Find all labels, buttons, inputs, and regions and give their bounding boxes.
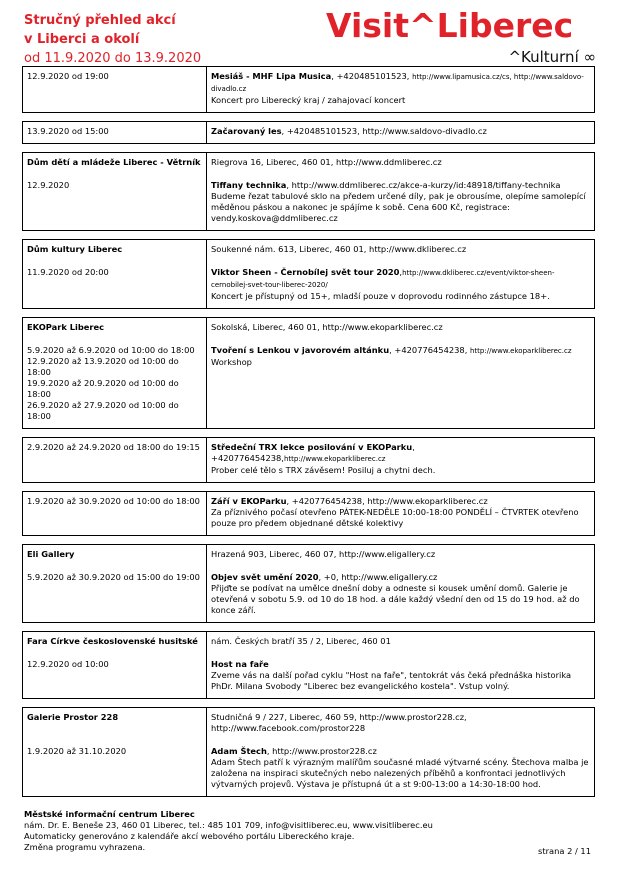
event-url[interactable]: http://www.lipamusica.cz/cs, http://www.saldovo-divadlo.cz [211,73,584,93]
event-date: 12.9.2020 od 10:00 [23,647,207,699]
event-row [23,67,595,113]
event-url[interactable]: http://www.dkliberec.cz/event/viktor-sheen-cernobilej-svet-tour-liberec-2020/ [211,269,555,289]
event-date: 2.9.2020 až 24.9.2020 od 18:00 do 19:15 [23,438,207,483]
event-details [207,438,595,483]
event-details [207,560,595,623]
visitliberec-logo [326,6,598,70]
events-table [22,66,595,797]
title-line-2: v Liberci a okolí [24,32,140,47]
event-details [207,67,595,113]
event-date: 5.9.2020 až 6.9.2020 od 10:00 do 18:00 12.9.2020 až 13.9.2020 od 10:00 do 18:00 19.9.2020 až 20.9.2020 od 10:00 do 18:00 26.9.2020 až 27.9.2020 od 10:00 do 18:00 [23,333,207,429]
event-contact: , +420776454238, http://www.ekoparkliberec.cz [286,496,488,506]
event-title: Host na faře [211,659,269,669]
event-title: Mesiáš - MHF Lipa Musica [211,71,332,81]
event-row [23,734,595,797]
event-contact: , +420776454238, [211,442,415,463]
event-title: Začarovaný les [211,126,282,136]
venue-name: EKOPark Liberec [23,318,207,334]
event-contact: , http://www.ddmliberec.cz/akce-a-kurzy/id:48918/tiffany-technika [286,180,561,190]
event-date: 1.9.2020 až 31.10.2020 [23,734,207,797]
venue-address: nám. Českých bratří 35 / 2, Liberec, 460 01 [207,632,595,648]
row-gap [23,429,595,438]
event-details [207,122,595,144]
event-row [23,122,595,144]
event-contact: , +0, http://www.eligallery.cz [318,572,438,582]
venue-name: Eli Gallery [23,545,207,561]
title-line-1: Stručný přehled akcí [24,13,176,28]
event-row [23,560,595,623]
event-details [207,168,595,231]
event-url[interactable]: http://www.ekoparkliberec.cz [469,347,572,355]
event-contact: , +420485101523, [331,71,413,81]
event-title: Objev svět umění 2020 [211,572,319,582]
event-details [207,647,595,699]
venue-address: Sokolská, Liberec, 460 01, http://www.ekoparkliberec.cz [207,318,595,334]
event-contact: , +420485101523, http://www.saldovo-divadlo.cz [281,126,487,136]
venue-row [23,708,595,735]
event-description: Workshop [211,357,252,367]
event-date: 5.9.2020 až 30.9.2020 od 15:00 do 19:00 [23,560,207,623]
footer-generated: Automaticky generováno z kalendáře akcí webového portálu Libereckého kraje. [24,831,355,841]
footer [24,809,584,853]
venue-name: Fara Církve československé husitské [23,632,207,648]
event-row [23,438,595,483]
row-gap [23,536,595,545]
venue-name: Galerie Prostor 228 [23,708,207,735]
event-contact: , +420776454238, [389,345,470,355]
event-details [207,734,595,797]
venue-row [23,632,595,648]
venue-row [23,545,595,561]
event-row [23,168,595,231]
event-row [23,647,595,699]
row-gap [23,113,595,122]
venue-row [23,240,595,256]
footer-note: Změna programu vyhrazena. [24,842,146,852]
venue-address: Riegrova 16, Liberec, 460 01, http://www.ddmliberec.cz [207,153,595,169]
event-description: Přijďte se podívat na umělce dnešní doby a odneste si kousek umění domů. Galerie je otevřená v sobotu 5.9. od 10 do 18 hod. a dále každý všední den od 15 do 19 hod. až do konce září. [211,583,580,615]
footer-address: nám. Dr. E. Beneše 23, 460 01 Liberec, tel.: 485 101 709, info@visitliberec.eu, www.visitliberec.eu [24,820,433,830]
event-contact: , http://www.prostor228.cz [266,746,377,756]
event-description: Adam Štech patří k výrazným malířům současné mladé výtvarné scény. Štechova malba je založena na inspiraci skutečných nebo nalezených příběhů a konfrontaci jednotlivých výtvarných projevů. Výstava je přístupná út a st 9:00-13:00 a 14:30-18:00 hod. [211,757,589,789]
event-date: 12.9.2020 od 19:00 [23,67,207,113]
row-gap [23,144,595,153]
venue-name: Dům dětí a mládeže Liberec - Větrník [23,153,207,169]
event-details [207,333,595,429]
event-description: Koncert je přístupný od 15+, mladší pouze v doprovodu rodinného zástupce 18+. [211,291,550,301]
event-title: Tiffany technika [211,180,287,190]
row-gap [23,309,595,318]
row-gap [23,231,595,240]
venue-name: Dům kultury Liberec [23,240,207,256]
event-url[interactable]: http://www.ekoparkliberec.cz [283,455,386,463]
event-date: 13.9.2020 od 15:00 [23,122,207,144]
event-row [23,492,595,536]
event-row [23,255,595,309]
venue-address: Soukenné nám. 613, Liberec, 460 01, http://www.dkliberec.cz [207,240,595,256]
logo-sub-text: ^Kulturní ∞ [508,48,596,66]
event-title: Tvoření s Lenkou v javorovém altánku [211,345,390,355]
venue-address: Hrazená 903, Liberec, 460 07, http://www.eligallery.cz [207,545,595,561]
venue-row [23,153,595,169]
venue-address: Studničná 9 / 227, Liberec, 460 59, http://www.prostor228.cz, http://www.facebook.com/prostor228 [207,708,595,735]
document-header [24,11,284,68]
event-date: 12.9.2020 [23,168,207,231]
event-description: Zveme vás na další pořad cyklu "Host na faře", tentokrát vás čeká přednáška historika PhDr. Milana Svobody "Liberec bez evangelického kostela". Vstup volný. [211,670,572,691]
row-gap [23,699,595,708]
event-description: Prober celé tělo s TRX závěsem! Posiluj a chytni dech. [211,465,436,475]
date-range: od 11.9.2020 do 13.9.2020 [24,51,202,66]
event-title: Viktor Sheen - Černobílej svět tour 2020 [211,267,400,277]
event-row [23,333,595,429]
event-title: Adam Štech [211,746,267,756]
logo-main-text: Visit^Liberec [326,6,574,45]
event-description: Budeme řezat tabulové sklo na předem určené díly, pak je obrousíme, olepíme samolepící měděnou páskou a nakonec je spájíme k sobě. Cena 600 Kč, registrace: vendy.koskova@ddmliberec.cz [211,191,586,223]
event-description: Koncert pro Liberecký kraj / zahajovací koncert [211,95,406,105]
venue-row [23,318,595,334]
row-gap [23,483,595,492]
event-details [207,255,595,309]
event-details [207,492,595,536]
event-date: 11.9.2020 od 20:00 [23,255,207,309]
event-title: Září v EKOParku [211,496,287,506]
event-description: Za příznivého počasí otevřeno PÁTEK-NEDĚLE 10:00-18:00 PONDĚLÍ – ČTVRTEK otevřeno pouze pro předem objednané dětské kolektivy [211,507,579,528]
event-contact: , [399,267,403,277]
row-gap [23,623,595,632]
footer-org: Městské informační centrum Liberec [24,809,195,819]
page-number: strana 2 / 11 [538,846,591,856]
event-title: Středeční TRX lekce posilování v EKOParku [211,442,413,452]
event-date: 1.9.2020 až 30.9.2020 od 10:00 do 18:00 [23,492,207,536]
